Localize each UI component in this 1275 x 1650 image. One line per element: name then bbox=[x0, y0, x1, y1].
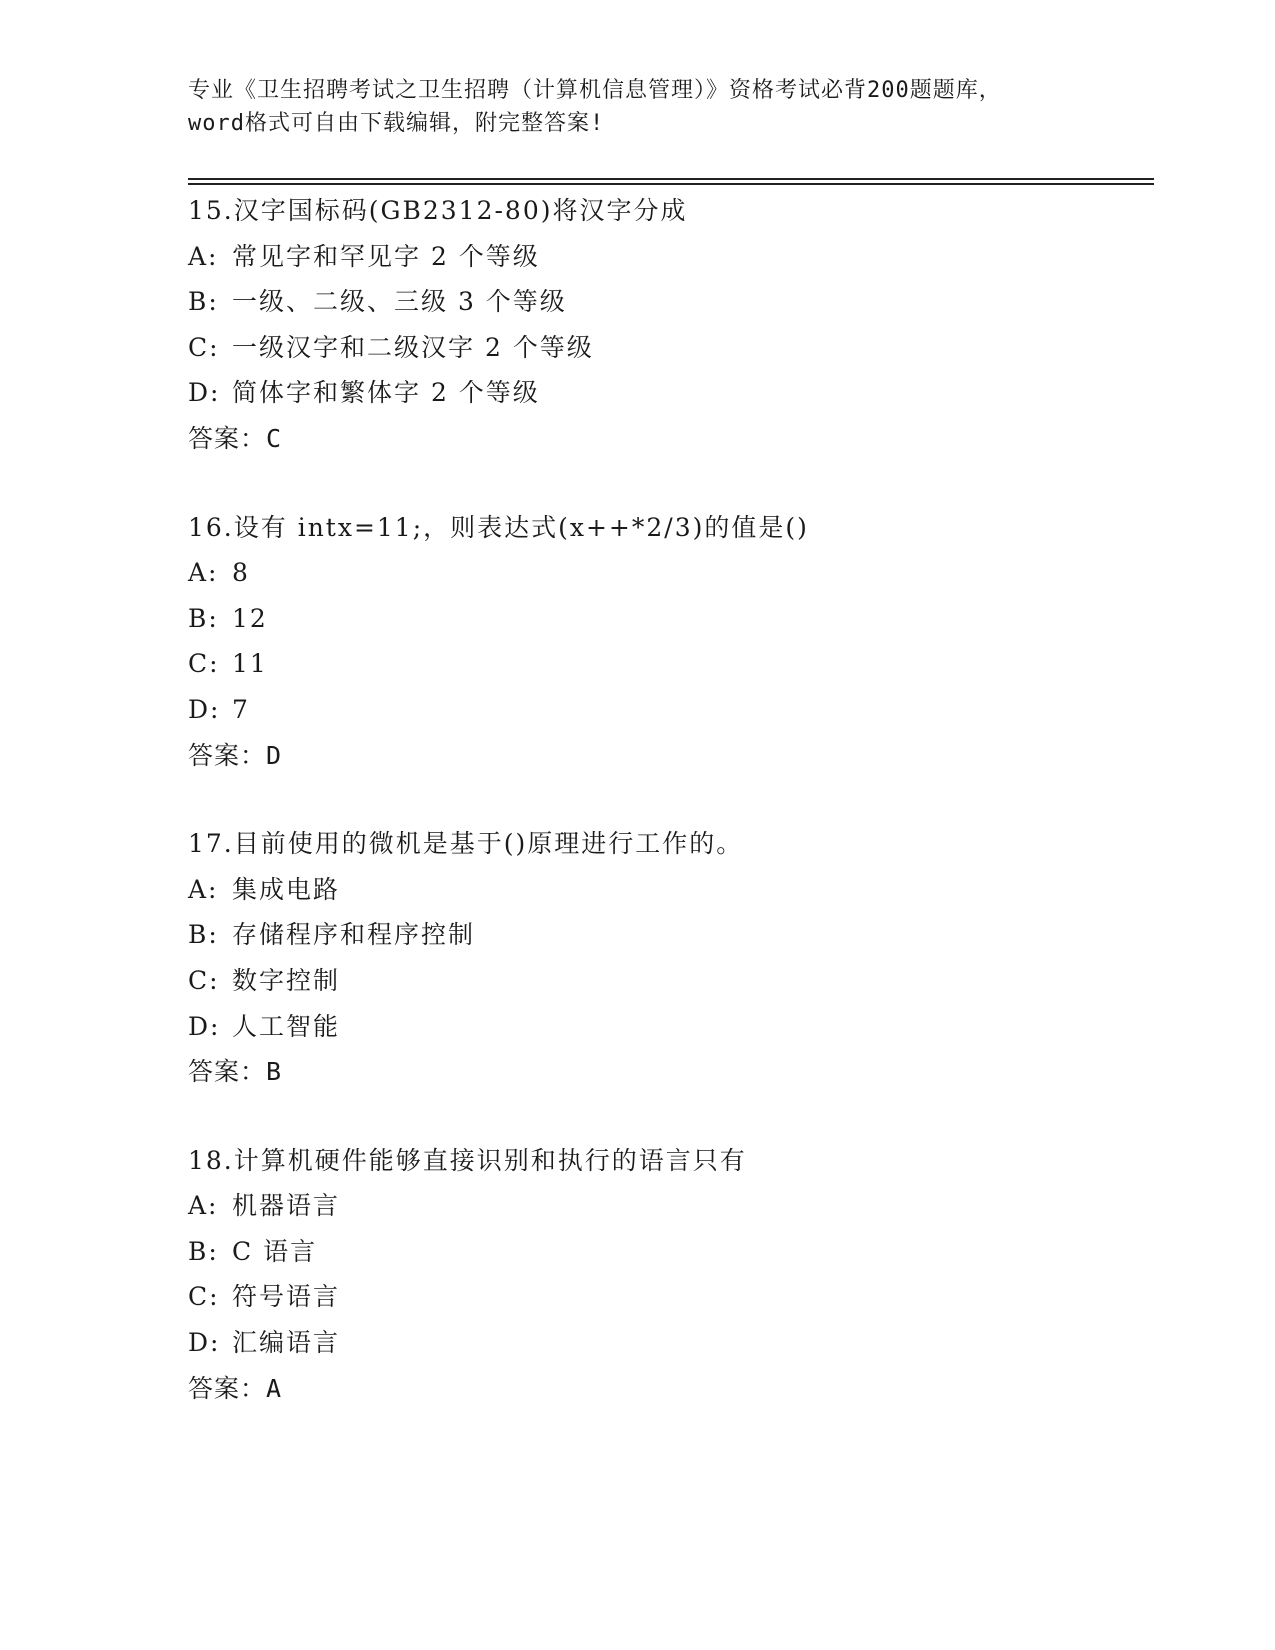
option-text: 11 bbox=[232, 649, 268, 679]
option-text: 7 bbox=[232, 694, 250, 724]
option-text: C 语言 bbox=[232, 1236, 318, 1266]
option-key: C: bbox=[188, 1282, 220, 1312]
option-key: A: bbox=[188, 1191, 219, 1221]
header-divider-bottom bbox=[188, 183, 1154, 185]
option-key: D: bbox=[188, 1328, 221, 1358]
document-header bbox=[188, 74, 1108, 140]
option-text: 一级汉字和二级汉字 2 个等级 bbox=[232, 332, 594, 362]
question-stem: 16.设有 intx=11;，则表达式(x++*2/3)的值是() bbox=[188, 512, 809, 542]
option-key: A: bbox=[188, 874, 219, 904]
answer-line: 答案：A bbox=[188, 1373, 283, 1403]
option-text: 符号语言 bbox=[232, 1282, 341, 1312]
option-text: 8 bbox=[232, 558, 250, 588]
option-b bbox=[188, 596, 1148, 642]
option-d bbox=[188, 1004, 1148, 1050]
option-key: A: bbox=[188, 558, 219, 588]
option-text: 存储程序和程序控制 bbox=[232, 920, 476, 950]
option-text: 简体字和繁体字 2 个等级 bbox=[232, 378, 540, 408]
option-key: B: bbox=[188, 920, 219, 950]
option-b bbox=[188, 912, 1148, 958]
option-key: C: bbox=[188, 965, 220, 995]
question-list bbox=[188, 188, 1148, 1454]
question-stem: 15.汉字国标码(GB2312-80)将汉字分成 bbox=[188, 196, 688, 225]
option-key: B: bbox=[188, 1236, 219, 1266]
option-c bbox=[188, 641, 1148, 687]
question-15 bbox=[188, 188, 1148, 462]
option-b bbox=[188, 279, 1148, 325]
option-key: D: bbox=[188, 378, 221, 408]
option-key: B: bbox=[188, 287, 219, 317]
option-c bbox=[188, 325, 1148, 371]
option-text: 机器语言 bbox=[232, 1191, 341, 1221]
option-key: B: bbox=[188, 603, 219, 633]
header-line-1: 专业《卫生招聘考试之卫生招聘（计算机信息管理）》资格考试必背200题题库， bbox=[188, 78, 1002, 103]
option-key: C: bbox=[188, 332, 220, 362]
question-17 bbox=[188, 821, 1148, 1095]
option-text: 汇编语言 bbox=[232, 1328, 341, 1358]
option-text: 集成电路 bbox=[232, 874, 341, 904]
option-text: 12 bbox=[232, 603, 268, 633]
option-d bbox=[188, 370, 1148, 416]
option-d bbox=[188, 1320, 1148, 1366]
question-16 bbox=[188, 505, 1148, 779]
question-18 bbox=[188, 1138, 1148, 1412]
header-line-2: word格式可自由下载编辑，附完整答案! bbox=[188, 111, 605, 136]
option-a bbox=[188, 234, 1148, 280]
option-text: 一级、二级、三级 3 个等级 bbox=[232, 287, 567, 317]
answer-line: 答案：D bbox=[188, 740, 283, 770]
option-key: A: bbox=[188, 241, 219, 271]
option-text: 常见字和罕见字 2 个等级 bbox=[232, 241, 540, 271]
option-key: C: bbox=[188, 649, 220, 679]
option-text: 人工智能 bbox=[232, 1011, 341, 1041]
question-stem: 17.目前使用的微机是基于()原理进行工作的。 bbox=[188, 829, 744, 859]
option-c bbox=[188, 1274, 1148, 1320]
option-d bbox=[188, 687, 1148, 733]
answer-line: 答案：C bbox=[188, 423, 283, 453]
option-key: D: bbox=[188, 1011, 221, 1041]
option-key: D: bbox=[188, 694, 221, 724]
option-a bbox=[188, 867, 1148, 913]
option-a bbox=[188, 550, 1148, 596]
option-b bbox=[188, 1229, 1148, 1275]
header-divider-top bbox=[188, 178, 1154, 180]
question-stem: 18.计算机硬件能够直接识别和执行的语言只有 bbox=[188, 1145, 747, 1175]
answer-line: 答案：B bbox=[188, 1057, 283, 1087]
option-c bbox=[188, 958, 1148, 1004]
option-text: 数字控制 bbox=[232, 965, 341, 995]
option-a bbox=[188, 1183, 1148, 1229]
